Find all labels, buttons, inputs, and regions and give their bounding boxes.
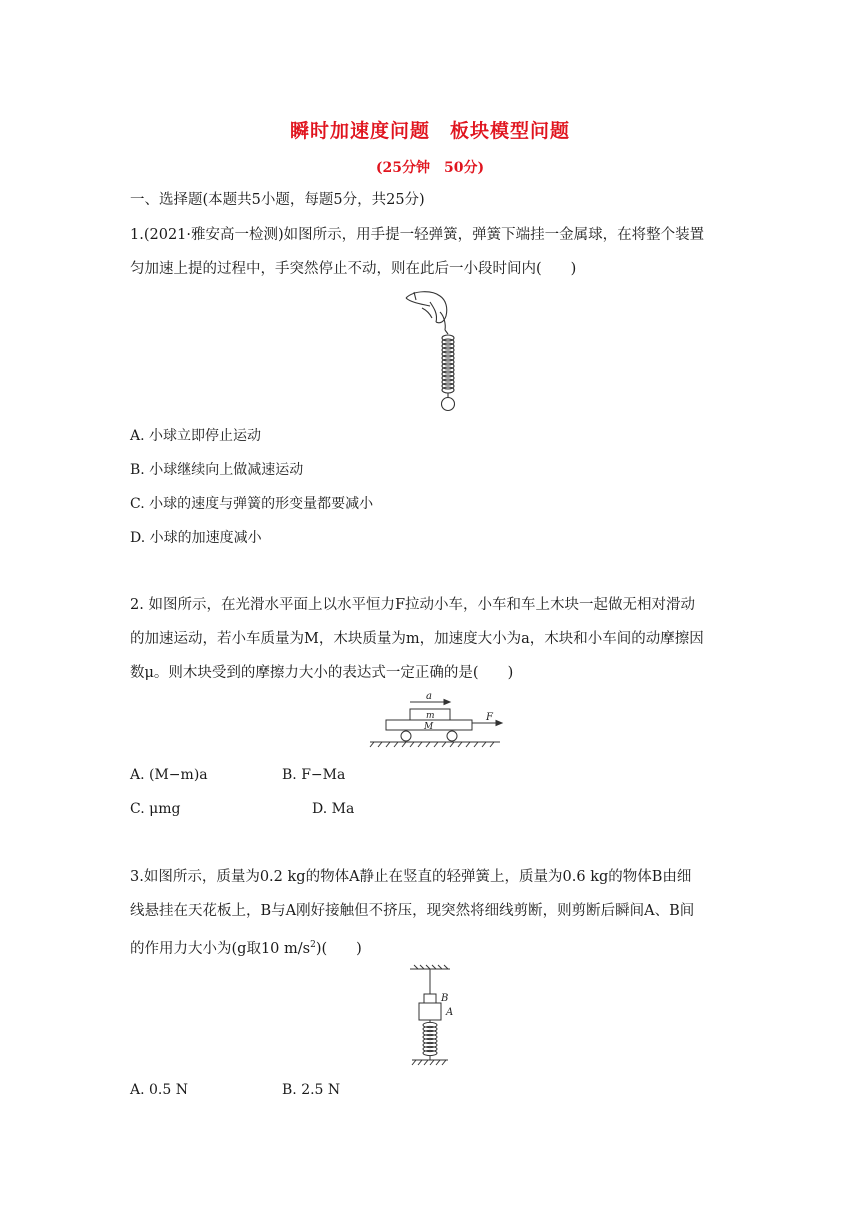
page-title: 瞬时加速度问题 板块模型问题 bbox=[289, 120, 570, 142]
q2-option-a: A. (M−m)a bbox=[130, 767, 208, 783]
q3-option-b: B. 2.5 N bbox=[282, 1082, 341, 1098]
q2-cart-figure bbox=[366, 690, 506, 750]
q3-label-b: B bbox=[441, 993, 449, 1004]
q2-stem-line1: 2. 如图所示，在光滑水平面上以水平恒力F拉动小车，小车和车上木块一起做无相对滑动 bbox=[130, 597, 696, 613]
q1-option-c: C. 小球的速度与弹簧的形变量都要减小 bbox=[130, 496, 374, 512]
q3-spring-blocks-figure bbox=[404, 964, 464, 1070]
q2-label-F: F bbox=[486, 712, 493, 723]
section-heading: 一、选择题(本题共5小题，每题5分，共25分) bbox=[130, 192, 425, 208]
q3-option-a: A. 0.5 N bbox=[130, 1082, 188, 1098]
q1-option-d: D. 小球的加速度减小 bbox=[130, 530, 262, 546]
q3-stem-line1: 3.如图所示，质量为0.2 kg的物体A静止在竖直的轻弹簧上，质量为0.6 kg的物体B由细 bbox=[130, 869, 692, 885]
q3-stem-line2: 线悬挂在天花板上，B与A刚好接触但不挤压，现突然将细线剪断，则剪断后瞬间A、B间 bbox=[130, 903, 695, 919]
q2-label-m: m bbox=[426, 711, 435, 721]
q2-option-b: B. F−Ma bbox=[282, 767, 346, 783]
q2-label-M: M bbox=[424, 722, 434, 732]
q2-option-d: D. Ma bbox=[312, 801, 355, 817]
q3-label-a: A bbox=[446, 1007, 454, 1018]
q2-stem-line2: 的加速运动，若小车质量为M，木块质量为m，加速度大小为a，木块和小车间的动摩擦因 bbox=[130, 631, 704, 647]
q2-label-a: a bbox=[426, 691, 432, 702]
page-subtitle: (25分钟 50分) bbox=[375, 160, 485, 176]
q1-option-b: B. 小球继续向上做减速运动 bbox=[130, 462, 304, 478]
q3-stem-line3: 的作用力大小为(g取10 $m/s^2$)( ) bbox=[130, 940, 362, 957]
q1-hand-spring-figure bbox=[400, 288, 470, 414]
q2-option-c: C. μmg bbox=[130, 801, 181, 817]
q1-option-a: A. 小球立即停止运动 bbox=[130, 428, 262, 444]
q2-stem-line3: 数μ。则木块受到的摩擦力大小的表达式一定正确的是( ) bbox=[130, 665, 514, 681]
q1-stem-line2: 匀加速上提的过程中，手突然停止不动，则在此后一小段时间内( ) bbox=[130, 261, 577, 277]
q1-stem-line1: 1.(2021·雅安高一检测)如图所示，用手提一轻弹簧，弹簧下端挂一金属球，在将整个装置 bbox=[130, 227, 705, 243]
